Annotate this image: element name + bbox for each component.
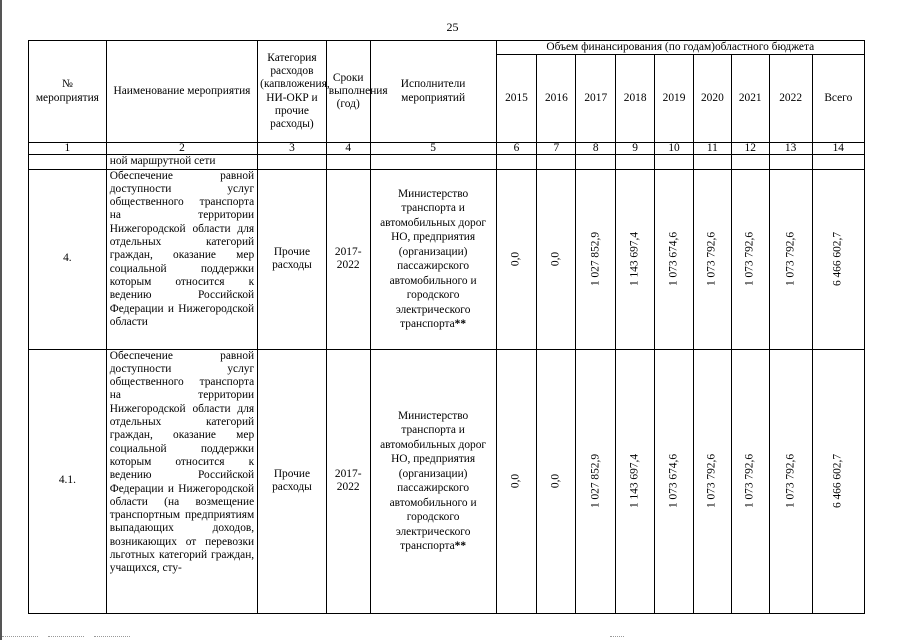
empty-cell	[537, 155, 576, 169]
continuation-row	[29, 155, 865, 169]
value-2022	[769, 349, 812, 613]
value-text: 1 027 852,9	[589, 232, 602, 287]
column-numbering-row	[29, 143, 865, 155]
year-2019: 2019	[655, 55, 694, 143]
row-no: 4.	[29, 169, 107, 349]
value-2019	[655, 169, 694, 349]
row-executors-text: Министерство транспорта и автомобильных дорог НО, предприятия (организации) пассажирского автомобильного и городского электрического транспорта**	[380, 409, 487, 553]
value-text: 1 027 852,9	[589, 454, 602, 509]
value-2015	[496, 349, 537, 613]
value-2017	[576, 349, 616, 613]
empty-cell	[258, 155, 327, 169]
value-2015	[496, 169, 537, 349]
value-total	[812, 169, 864, 349]
empty-cell	[655, 155, 694, 169]
row-category: Прочие расходы	[258, 349, 327, 613]
scan-mark	[610, 636, 624, 637]
column-number: 11	[693, 143, 731, 155]
scan-mark	[94, 636, 130, 637]
header-col-name: Наименование мероприятия	[106, 41, 257, 143]
header-col-no: № мероприятия	[29, 41, 107, 143]
empty-cell	[496, 155, 537, 169]
value-text: 1 073 674,6	[667, 454, 680, 509]
value-text: 0,0	[549, 251, 562, 267]
value-2016	[537, 169, 576, 349]
header-col-executors: Исполнители мероприятий	[370, 41, 496, 143]
value-2022	[769, 169, 812, 349]
value-text: 1 073 792,6	[705, 454, 718, 509]
column-number: 12	[731, 143, 769, 155]
column-number: 13	[769, 143, 812, 155]
empty-cell	[769, 155, 812, 169]
row-executors	[370, 169, 496, 349]
empty-cell	[812, 155, 864, 169]
row-name: Обеспечение равной доступности услуг общественного транспорта на территории Нижегородской области для отдельных категорий граждан, оказание мер социальной поддержки которым относится к ведению Российской Федерации и Нижегородской области (на возмещение транспортным предприятиям выпадающих доходов, возникающих от перевозки льготных категорий граждан, учащихся, сту-	[106, 349, 257, 613]
value-2017	[576, 169, 616, 349]
column-number: 5	[370, 143, 496, 155]
year-2022: 2022	[769, 55, 812, 143]
funding-table	[28, 40, 865, 614]
page-number: 25	[446, 20, 459, 34]
row-terms: 2017-2022	[326, 169, 370, 349]
table-row	[29, 169, 865, 349]
row-executors	[370, 349, 496, 613]
column-number: 2	[106, 143, 257, 155]
value-text: 0,0	[509, 473, 522, 489]
column-number: 3	[258, 143, 327, 155]
scan-bottom-marks	[0, 634, 905, 640]
value-2018	[616, 349, 655, 613]
value-text: 1 073 792,6	[743, 232, 756, 287]
column-number: 4	[326, 143, 370, 155]
scan-edge	[0, 0, 2, 640]
continuation-no	[29, 155, 107, 169]
empty-cell	[370, 155, 496, 169]
value-text: 1 143 697,4	[628, 232, 641, 287]
column-number: 9	[616, 143, 655, 155]
value-text: 0,0	[549, 473, 562, 489]
empty-cell	[693, 155, 731, 169]
continuation-text: ной маршрутной сети	[106, 155, 257, 169]
header-row	[29, 41, 865, 55]
value-text: 1 073 792,6	[705, 232, 718, 287]
column-number: 6	[496, 143, 537, 155]
year-2018: 2018	[616, 55, 655, 143]
value-2021	[731, 349, 769, 613]
header-col-funding: Объем финансирования (по годам)областного бюджета	[496, 41, 864, 55]
value-2020	[693, 169, 731, 349]
year-2016: 2016	[537, 55, 576, 143]
year-2020: 2020	[693, 55, 731, 143]
value-2018	[616, 169, 655, 349]
value-text: 1 073 792,6	[783, 232, 796, 287]
scan-mark	[2, 636, 38, 637]
empty-cell	[616, 155, 655, 169]
empty-cell	[576, 155, 616, 169]
year-2021: 2021	[731, 55, 769, 143]
column-number: 10	[655, 143, 694, 155]
year-2017: 2017	[576, 55, 616, 143]
value-text: 1 073 674,6	[667, 232, 680, 287]
row-no: 4.1.	[29, 349, 107, 613]
value-2020	[693, 349, 731, 613]
value-text: 1 073 792,6	[783, 454, 796, 509]
row-executors-text: Министерство транспорта и автомобильных дорог НО, предприятия (организации) пассажирского автомобильного и городского электрического транспорта**	[380, 187, 487, 331]
footnote-mark: **	[454, 318, 467, 331]
value-text: 6 466 602,7	[831, 232, 844, 287]
value-2019	[655, 349, 694, 613]
column-number: 8	[576, 143, 616, 155]
table-row	[29, 349, 865, 613]
column-number: 14	[812, 143, 864, 155]
row-category: Прочие расходы	[258, 169, 327, 349]
scan-mark	[48, 636, 84, 637]
value-2021	[731, 169, 769, 349]
header-col-terms: Сроки выполнения (год)	[326, 41, 370, 143]
row-terms: 2017-2022	[326, 349, 370, 613]
empty-cell	[731, 155, 769, 169]
row-name: Обеспечение равной доступности услуг общественного транспорта на территории Нижегородской области для отдельных категорий граждан, оказание мер социальной поддержки которым относится к ведению Российской Федерации и Нижегородской области	[106, 169, 257, 349]
year-2015: 2015	[496, 55, 537, 143]
value-text: 0,0	[509, 251, 522, 267]
empty-cell	[326, 155, 370, 169]
column-number: 7	[537, 143, 576, 155]
value-text: 1 143 697,4	[628, 454, 641, 509]
value-total	[812, 349, 864, 613]
column-number: 1	[29, 143, 107, 155]
value-text: 1 073 792,6	[743, 454, 756, 509]
year-total: Всего	[812, 55, 864, 143]
value-text: 6 466 602,7	[831, 454, 844, 509]
header-col-category: Категория расходов (капвложения, НИ-ОКР и прочие расходы)	[258, 41, 327, 143]
value-2016	[537, 349, 576, 613]
footnote-mark: **	[454, 540, 467, 553]
